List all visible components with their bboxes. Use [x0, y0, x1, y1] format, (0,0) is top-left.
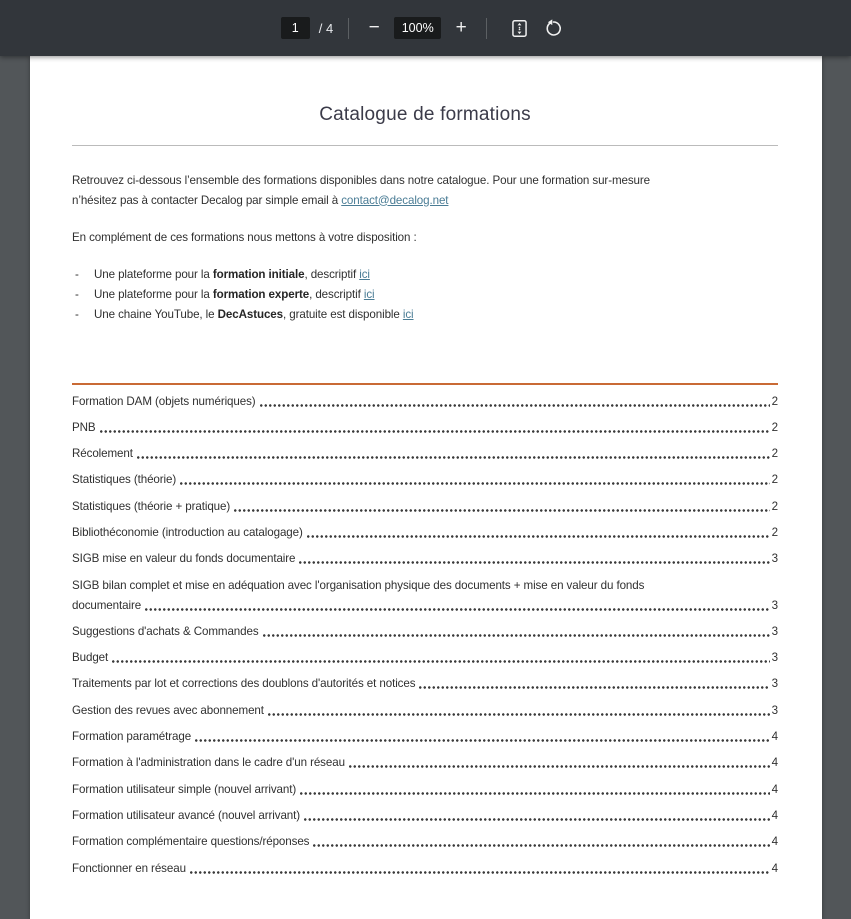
toc-entry-label: Formation paramétrage — [72, 730, 192, 744]
toc-entry-row — [72, 806, 778, 826]
bullet-text — [94, 285, 375, 305]
toc-entry-label: Formation DAM (objets numériques) — [72, 394, 256, 408]
dot-leader — [299, 780, 770, 800]
toc-entry[interactable] — [72, 622, 778, 642]
bullet-mid: , descriptif — [309, 287, 364, 301]
toc-page-number: 4 — [771, 808, 778, 822]
complement-heading: En complément de ces formations nous mettons à votre disposition : — [72, 231, 417, 244]
bullet-text — [94, 305, 414, 325]
dot-leader — [267, 701, 770, 721]
bullet-dash: - — [75, 287, 79, 301]
dot-leader — [111, 648, 769, 668]
toolbar-controls — [281, 16, 570, 40]
toc — [72, 392, 778, 879]
toc-page-number: 3 — [771, 677, 778, 691]
toc-entry-row — [72, 701, 778, 721]
toc-page-number: 4 — [771, 835, 778, 849]
pdf-toolbar — [0, 0, 851, 56]
toc-entry-row — [72, 549, 778, 569]
toc-page-number: 4 — [771, 730, 778, 744]
toc-page-number: 4 — [771, 782, 778, 796]
toc-entry-label: Statistiques (théorie + pratique) — [72, 499, 231, 513]
toc-page-number: 2 — [771, 420, 778, 434]
dot-leader — [348, 753, 770, 773]
rotate-button[interactable] — [541, 16, 565, 40]
intro-paragraph — [72, 171, 778, 210]
toc-page-number: 4 — [771, 756, 778, 770]
toc-page-number: 3 — [771, 624, 778, 638]
toc-entry[interactable] — [72, 497, 778, 517]
toc-entry-row — [72, 727, 778, 747]
toc-top-rule — [72, 383, 778, 385]
rotate-counterclockwise-icon — [543, 18, 564, 39]
bullet-dash: - — [75, 307, 79, 321]
toc-entry[interactable] — [72, 444, 778, 464]
bullet-text — [94, 265, 370, 285]
bullet-bold: formation experte — [212, 287, 310, 301]
zoom-in-button[interactable]: + — [451, 16, 471, 40]
toc-entry[interactable] — [72, 806, 778, 826]
list-item — [72, 265, 778, 285]
toc-entry-row — [72, 859, 778, 879]
bullet-bold: formation initiale — [212, 267, 305, 281]
toc-entry[interactable] — [72, 832, 778, 852]
toc-entry-label: Gestion des revues avec abonnement — [72, 703, 264, 717]
toc-entry-row — [72, 832, 778, 852]
dot-leader — [306, 523, 770, 543]
dot-leader — [298, 549, 769, 569]
dot-leader — [189, 859, 770, 879]
bullet-bold: DecAstuces — [217, 307, 284, 321]
toc-entry-label: Bibliothéconomie (introduction au catalogage) — [72, 525, 303, 539]
toc-entry[interactable] — [72, 674, 778, 694]
bullet-dash: - — [75, 267, 79, 281]
toc-entry-label: Récolement — [72, 447, 133, 461]
toc-entry[interactable] — [72, 576, 778, 616]
dot-leader — [99, 418, 770, 438]
toolbar-divider — [348, 18, 349, 39]
toc-entry-label: documentaire — [72, 598, 142, 612]
dot-leader — [144, 596, 770, 616]
bullet-pre: Une chaine YouTube, le — [94, 307, 218, 321]
bullet-list — [72, 265, 778, 325]
bullet-mid: , descriptif — [304, 267, 360, 281]
dot-leader — [233, 497, 770, 517]
dot-leader — [136, 444, 770, 464]
toc-entry-label: Formation à l'administration dans le cadre d'un réseau — [72, 756, 345, 770]
toc-entry[interactable] — [72, 523, 778, 543]
dot-leader — [259, 392, 770, 412]
toc-entry[interactable] — [72, 470, 778, 490]
bullet-pre: Une plateforme pour la — [94, 267, 213, 281]
toc-entry-label: Suggestions d'achats & Commandes — [72, 624, 259, 638]
fit-to-page-icon — [509, 18, 530, 39]
toc-entry[interactable] — [72, 753, 778, 773]
toc-entry-label: Statistiques (théorie) — [72, 473, 177, 487]
toc-entry-label: Formation utilisateur simple (nouvel arrivant) — [72, 782, 297, 796]
intro-line2: n’hésitez pas à contacter Decalog par simple email à — [72, 193, 342, 207]
toc-page-number: 2 — [771, 394, 778, 408]
dot-leader — [179, 470, 770, 490]
toolbar-divider — [486, 18, 487, 39]
toc-entry-label: PNB — [72, 420, 96, 434]
toc-entry[interactable] — [72, 648, 778, 668]
toc-entry-row — [72, 648, 778, 668]
toc-entry[interactable] — [72, 418, 778, 438]
toc-entry-row — [72, 392, 778, 412]
toc-entry[interactable] — [72, 392, 778, 412]
dot-leader — [262, 622, 770, 642]
page-number-input[interactable] — [281, 17, 310, 39]
toc-entry-label: SIGB bilan complet et mise en adéquation avec l'organisation physique des documents + mise en valeur du fonds — [72, 578, 645, 592]
toc-entry-row — [72, 523, 778, 543]
toc-entry-row — [72, 622, 778, 642]
toc-entry-row — [72, 444, 778, 464]
dot-leader — [418, 674, 769, 694]
toc-entry-row — [72, 780, 778, 800]
toc-entry-label: Fonctionner en réseau — [72, 861, 186, 875]
dot-leader — [194, 727, 770, 747]
toc-entry-row — [72, 596, 778, 616]
toc-entry-label: Budget — [72, 651, 109, 665]
toc-entry[interactable] — [72, 701, 778, 721]
fit-to-page-button[interactable] — [507, 16, 531, 40]
dot-leader — [312, 832, 769, 852]
zoom-out-button[interactable]: − — [364, 16, 384, 40]
toc-page-number: 2 — [771, 525, 778, 539]
email-link[interactable]: contact@decalog.net — [341, 193, 449, 207]
dot-leader — [303, 806, 770, 826]
toc-entry-row — [72, 674, 778, 694]
toc-page-number: 2 — [771, 473, 778, 487]
toc-entry-label: Formation utilisateur avancé (nouvel arrivant) — [72, 808, 301, 822]
ici-link[interactable]: ici — [359, 267, 370, 281]
toc-page-number: 4 — [771, 861, 778, 875]
toc-page-number: 2 — [771, 499, 778, 513]
toc-entry[interactable] — [72, 549, 778, 569]
toc-entry-label: Formation complémentaire questions/réponses — [72, 835, 310, 849]
toc-entry[interactable] — [72, 727, 778, 747]
toc-entry-label: Traitements par lot et corrections des doublons d'autorités et notices — [72, 677, 416, 691]
pdf-page — [30, 56, 822, 919]
toc-entry[interactable] — [72, 859, 778, 879]
toc-page-number: 2 — [771, 447, 778, 461]
intro-line1: Retrouvez ci-dessous l’ensemble des formations disponibles dans notre catalogue. Pour une formation sur-mesure — [72, 174, 651, 187]
toc-entry-label: SIGB mise en valeur du fonds documentaire — [72, 552, 296, 566]
ici-link[interactable]: ici — [363, 287, 375, 301]
toc-page-number: 3 — [771, 598, 778, 612]
toc-entry-row — [72, 418, 778, 438]
toc-entry[interactable] — [72, 780, 778, 800]
toc-entry-row — [72, 470, 778, 490]
page-count-label: / 4 — [318, 20, 334, 36]
ici-link[interactable]: ici — [402, 307, 414, 321]
toc-page-number: 3 — [771, 703, 778, 717]
toc-page-number: 3 — [771, 651, 778, 665]
page-title: Catalogue de formations — [319, 104, 531, 125]
list-item — [72, 285, 778, 305]
zoom-level[interactable]: 100% — [394, 17, 441, 39]
toc-entry-row — [72, 497, 778, 517]
bullet-pre: Une plateforme pour la — [94, 287, 213, 301]
title-divider — [72, 145, 778, 146]
toc-entry-row — [72, 753, 778, 773]
bullet-mid: , gratuite est disponible — [283, 307, 403, 321]
list-item — [72, 305, 778, 325]
toc-page-number: 3 — [771, 552, 778, 566]
